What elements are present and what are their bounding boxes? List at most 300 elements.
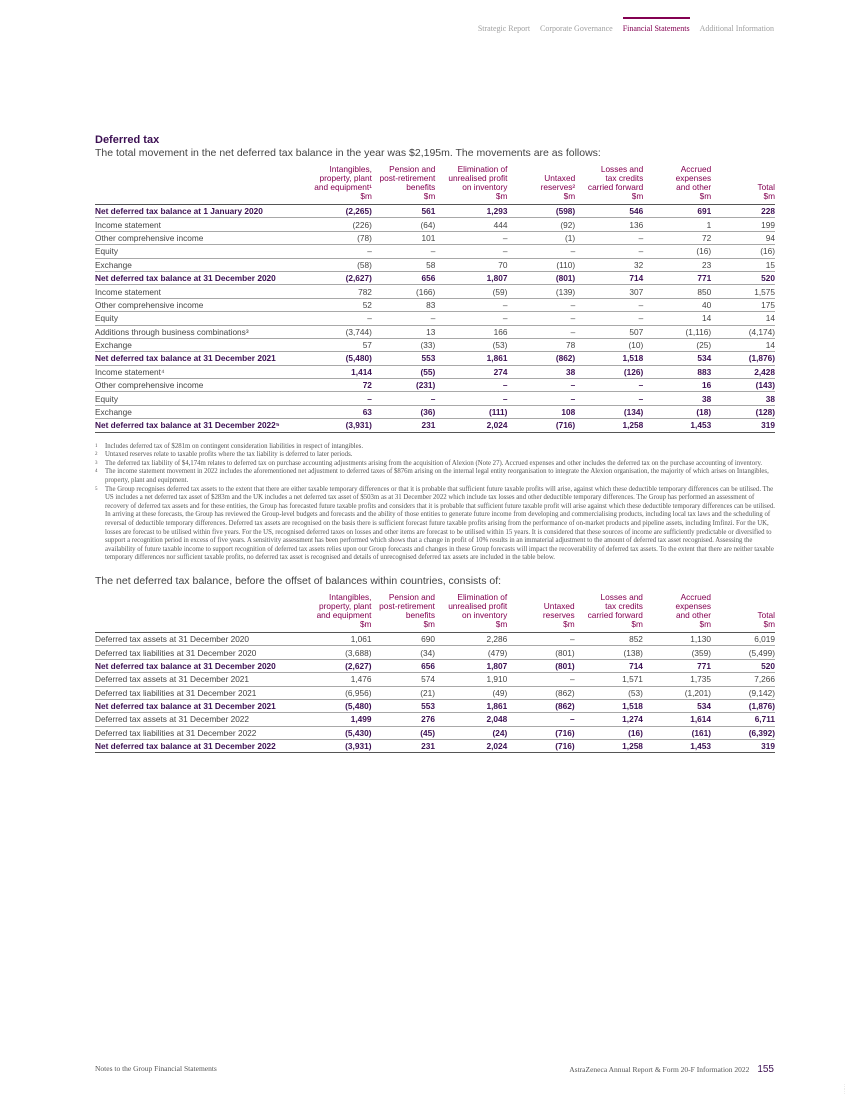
table-cell: (359) (643, 646, 711, 659)
table-cell: (134) (575, 405, 643, 418)
table-cell: 52 (297, 298, 372, 311)
table-cell: 83 (372, 298, 435, 311)
table-row (95, 673, 775, 686)
column-header (435, 165, 507, 205)
table-cell: – (435, 298, 507, 311)
table-cell: – (435, 392, 507, 405)
table-cell: (6,392) (711, 726, 775, 739)
deferred-tax-section (95, 134, 775, 753)
table-cell: (161) (643, 726, 711, 739)
column-header-line: on inventory (462, 609, 508, 620)
column-header-line: unrealised profit (448, 600, 508, 611)
table-cell: (716) (507, 740, 574, 753)
table-cell: (862) (507, 686, 574, 699)
table-cell: (59) (435, 285, 507, 298)
table-cell: (3,744) (297, 325, 372, 338)
table-cell: (111) (435, 405, 507, 418)
table-row (95, 740, 775, 753)
table-cell: 1,258 (575, 419, 643, 432)
table-cell: 14 (711, 312, 775, 325)
column-header-line: unrealised profit (448, 173, 508, 183)
column-header-line: property, plant (319, 600, 372, 611)
table-row (95, 405, 775, 418)
table-cell: (18) (643, 405, 711, 418)
footnote-number: 5 (95, 486, 98, 492)
column-header-line: carried forward (587, 609, 643, 620)
footnote-text: The income statement movement in 2022 includes the aforementioned net adjustment to deferred taxes of $876m arising on the internal legal entity reorganisation to integrate the Alexion organisation, the majority of which arises on Intangibles, property, plant and equipment. (105, 468, 769, 485)
table-cell: (34) (371, 646, 435, 659)
table-cell: 1,571 (575, 673, 643, 686)
table-row (95, 298, 775, 311)
table-cell: (4,174) (711, 325, 775, 338)
row-label: Income statement (95, 285, 297, 298)
column-header-line: $m (631, 191, 644, 201)
table-cell: – (575, 392, 643, 405)
row-label: Deferred tax assets at 31 December 2020 (95, 632, 296, 645)
column-header-line: $m (563, 618, 575, 629)
table-cell: 16 (643, 379, 711, 392)
table-cell: (1,876) (711, 699, 775, 712)
column-header-line: Intangibles, (329, 591, 372, 602)
table-cell: (716) (507, 726, 574, 739)
table-cell: 38 (643, 392, 711, 405)
row-label: Exchange (95, 405, 297, 418)
table-cell: (138) (575, 646, 643, 659)
table-cell: (5,430) (296, 726, 371, 739)
table-cell: – (435, 231, 507, 244)
table-cell: 444 (435, 218, 507, 231)
table-cell: (1) (507, 231, 575, 244)
table-cell: (53) (575, 686, 643, 699)
table-cell: 1,293 (435, 205, 507, 218)
footnote-number: 3 (95, 460, 98, 466)
table-cell: 1,910 (435, 673, 507, 686)
table-cell: – (507, 632, 574, 645)
table-cell: 6,711 (711, 713, 775, 726)
footer-report-title: AstraZeneca Annual Report & Form 20-F Information 2022 (569, 1065, 750, 1074)
table-cell: 561 (372, 205, 435, 218)
table-row (95, 632, 775, 645)
page-number: 155 (757, 1064, 774, 1075)
table-cell: 520 (711, 659, 775, 672)
table-cell: – (372, 392, 435, 405)
column-header-line: Losses and (600, 164, 644, 174)
footer-section-name: Notes to the Group Financial Statements (95, 1064, 217, 1073)
column-header-line: reserves² (540, 182, 576, 192)
table-cell: 38 (711, 392, 775, 405)
table-cell: 13 (372, 325, 435, 338)
table-header-row (95, 165, 775, 205)
column-header (643, 165, 711, 205)
table-cell: 1,061 (296, 632, 371, 645)
table-cell: (862) (507, 699, 574, 712)
row-label: Net deferred tax balance at 31 December 2022 (95, 740, 296, 753)
table-cell: 771 (643, 271, 711, 284)
column-header-line: Untaxed (544, 173, 576, 183)
table-cell: (801) (507, 646, 574, 659)
table-cell: (49) (435, 686, 507, 699)
table-cell: – (507, 379, 575, 392)
table-cell: 319 (711, 419, 775, 432)
footer-publication (569, 1064, 774, 1075)
table-cell: 1,807 (435, 271, 507, 284)
row-label: Exchange (95, 338, 297, 351)
table-cell: 38 (507, 365, 575, 378)
footnote (95, 486, 775, 563)
table-cell: (10) (575, 338, 643, 351)
table-row (95, 726, 775, 739)
table-cell: (226) (297, 218, 372, 231)
column-header-line: $m (423, 191, 436, 201)
footnote-number: 4 (95, 469, 98, 475)
row-label: Income statement (95, 218, 297, 231)
table-cell: 1,735 (643, 673, 711, 686)
column-header-line: Accrued (680, 164, 712, 174)
table-cell: – (435, 245, 507, 258)
table-cell: 2,024 (435, 740, 507, 753)
table-cell: 101 (372, 231, 435, 244)
footnotes (95, 443, 775, 563)
footnote (95, 460, 775, 469)
table-cell: 1,518 (575, 352, 643, 365)
table-cell: (166) (372, 285, 435, 298)
table-row (95, 352, 775, 365)
table-cell: 1,499 (296, 713, 371, 726)
column-header-line: $m (699, 191, 712, 201)
table-row (95, 699, 775, 712)
footnote-number: 1 (95, 443, 98, 449)
table-cell: (36) (372, 405, 435, 418)
table-cell: (139) (507, 285, 575, 298)
column-header (575, 593, 643, 633)
table-cell: (3,931) (296, 740, 371, 753)
table-cell: (64) (372, 218, 435, 231)
column-header-line: Elimination of (457, 591, 508, 602)
table-cell: 1,807 (435, 659, 507, 672)
row-label: Equity (95, 392, 297, 405)
row-label: Additions through business combinations³ (95, 325, 297, 338)
table-cell: 2,428 (711, 365, 775, 378)
table-cell: 7,266 (711, 673, 775, 686)
footnote-text: Includes deferred tax of $281m on contingent consideration liabilities in respect of intangibles. (105, 442, 364, 450)
table-cell: (2,265) (297, 205, 372, 218)
table-cell: 136 (575, 218, 643, 231)
column-header (507, 593, 574, 633)
column-header-line: $m (360, 191, 372, 201)
column-header-line: Total (757, 182, 775, 192)
column-header-line: and other (676, 182, 712, 192)
row-label: Net deferred tax balance at 1 January 2020 (95, 205, 297, 218)
table-row (95, 392, 775, 405)
table-cell: 1,861 (435, 352, 507, 365)
table-cell: 72 (643, 231, 711, 244)
table-cell: 534 (643, 352, 711, 365)
table-cell: (1,201) (643, 686, 711, 699)
column-header-line: $m (495, 191, 508, 201)
table-cell: – (507, 325, 575, 338)
nav-item-financial-statements[interactable]: Financial Statements (622, 24, 690, 33)
table-cell: (33) (372, 338, 435, 351)
table-row (95, 419, 775, 432)
row-label: Other comprehensive income (95, 298, 297, 311)
table-cell: – (575, 298, 643, 311)
table-row (95, 325, 775, 338)
table-cell: (598) (507, 205, 575, 218)
row-label: Other comprehensive income (95, 379, 297, 392)
row-label-header (95, 165, 297, 205)
column-header (296, 593, 371, 633)
table-cell: 276 (371, 713, 435, 726)
table-cell: 6,019 (711, 632, 775, 645)
column-header (711, 593, 775, 633)
column-header (372, 165, 435, 205)
column-header-line: $m (495, 618, 508, 629)
table-row (95, 205, 775, 218)
table-cell: 175 (711, 298, 775, 311)
column-header-line: and equipment¹ (314, 182, 372, 192)
table-cell: (6,956) (296, 686, 371, 699)
column-header-line: expenses (675, 600, 711, 611)
table-cell: (128) (711, 405, 775, 418)
table-cell: – (575, 245, 643, 258)
row-label: Deferred tax assets at 31 December 2021 (95, 673, 296, 686)
table-cell: – (575, 231, 643, 244)
row-label: Equity (95, 312, 297, 325)
page-marks: ⋮ ⋮ (842, 1084, 847, 1095)
table-cell: (801) (507, 659, 574, 672)
table-cell: 507 (575, 325, 643, 338)
table-cell: 714 (575, 659, 643, 672)
table-row (95, 646, 775, 659)
table-cell: 58 (372, 258, 435, 271)
table-cell: 690 (371, 632, 435, 645)
deferred-tax-balance-table (95, 593, 775, 754)
table-cell: 1,453 (643, 419, 711, 432)
table-cell: 14 (711, 338, 775, 351)
table-cell: 231 (371, 740, 435, 753)
table-cell: (16) (711, 245, 775, 258)
column-header (575, 165, 643, 205)
table-row (95, 686, 775, 699)
column-header-line: post-retirement (379, 600, 435, 611)
table-row (95, 659, 775, 672)
table-cell: – (507, 392, 575, 405)
table-cell: 78 (507, 338, 575, 351)
table-cell: 852 (575, 632, 643, 645)
column-header-line: Pension and (389, 164, 436, 174)
table-cell: 94 (711, 231, 775, 244)
table-cell: 883 (643, 365, 711, 378)
table-cell: 70 (435, 258, 507, 271)
column-header-line: Accrued (680, 591, 711, 602)
table-cell: 63 (297, 405, 372, 418)
table-cell: (3,931) (297, 419, 372, 432)
row-label: Other comprehensive income (95, 231, 297, 244)
table-cell: – (507, 298, 575, 311)
table-cell: 782 (297, 285, 372, 298)
table-cell: (231) (372, 379, 435, 392)
row-label: Net deferred tax balance at 31 December 2021 (95, 352, 297, 365)
table-cell: 1,414 (297, 365, 372, 378)
table-cell: – (297, 312, 372, 325)
column-header (507, 165, 575, 205)
table-cell: (126) (575, 365, 643, 378)
column-header-line: post-retirement (379, 173, 436, 183)
table-cell: 108 (507, 405, 575, 418)
column-header-line: and other (675, 609, 711, 620)
footnote-text: Untaxed reserves relate to taxable profits where the tax liability is deferred to later periods. (105, 451, 353, 459)
table-cell: 319 (711, 740, 775, 753)
table-cell: (801) (507, 271, 575, 284)
table-row (95, 338, 775, 351)
table-cell: 2,286 (435, 632, 507, 645)
column-header-line: benefits (406, 182, 436, 192)
table-cell: (16) (643, 245, 711, 258)
table-cell: 166 (435, 325, 507, 338)
nav-item-strategic-report[interactable]: Strategic Report (477, 24, 531, 33)
table-cell: (479) (435, 646, 507, 659)
column-header-line: Losses and (600, 591, 643, 602)
table-cell: (92) (507, 218, 575, 231)
table-cell: 553 (371, 699, 435, 712)
table-row (95, 258, 775, 271)
row-label-header (95, 593, 296, 633)
deferred-tax-movements-table (95, 165, 775, 433)
table-cell: 520 (711, 271, 775, 284)
table-cell: (110) (507, 258, 575, 271)
table-cell: 72 (297, 379, 372, 392)
table-row (95, 379, 775, 392)
table-cell: 1 (643, 218, 711, 231)
section-title: Deferred tax (95, 134, 160, 146)
column-header (643, 593, 711, 633)
column-header-line: $m (631, 618, 643, 629)
table-cell: – (435, 312, 507, 325)
table-cell: (21) (371, 686, 435, 699)
table-cell: 553 (372, 352, 435, 365)
column-header-line: benefits (405, 609, 435, 620)
column-header-line: $m (763, 618, 775, 629)
table-cell: (25) (643, 338, 711, 351)
footnote (95, 451, 775, 460)
column-header-line: $m (699, 618, 711, 629)
table-cell: – (507, 312, 575, 325)
table-cell: – (435, 379, 507, 392)
table-cell: (5,499) (711, 646, 775, 659)
table-cell: 199 (711, 218, 775, 231)
column-header-line: Untaxed (543, 600, 575, 611)
table-cell: 307 (575, 285, 643, 298)
column-header-line: carried forward (587, 182, 644, 192)
table-cell: 1,258 (575, 740, 643, 753)
row-label: Net deferred tax balance at 31 December 2020 (95, 271, 297, 284)
table-cell: (9,142) (711, 686, 775, 699)
table-cell: 1,130 (643, 632, 711, 645)
table-cell: (45) (371, 726, 435, 739)
column-header-line: $m (423, 618, 435, 629)
column-header (435, 593, 507, 633)
table-cell: 2,024 (435, 419, 507, 432)
column-header-line: property, plant (319, 173, 372, 183)
table-cell: 656 (372, 271, 435, 284)
table-cell: 1,575 (711, 285, 775, 298)
table-header-row (95, 593, 775, 633)
table-cell: (16) (575, 726, 643, 739)
table-cell: – (507, 713, 574, 726)
table-cell: 1,518 (575, 699, 643, 712)
table-cell: (1,876) (711, 352, 775, 365)
footnote (95, 468, 775, 485)
table-cell: – (575, 312, 643, 325)
table-row (95, 218, 775, 231)
table-cell: 231 (372, 419, 435, 432)
row-label: Exchange (95, 258, 297, 271)
table-cell: 1,614 (643, 713, 711, 726)
table-cell: 23 (643, 258, 711, 271)
top-navigation (468, 24, 774, 33)
table-cell: 1,274 (575, 713, 643, 726)
column-header-line: Intangibles, (329, 164, 372, 174)
table-row (95, 365, 775, 378)
table-cell: (5,480) (297, 352, 372, 365)
table-cell: (78) (297, 231, 372, 244)
row-label: Deferred tax liabilities at 31 December 2021 (95, 686, 296, 699)
table-cell: 40 (643, 298, 711, 311)
table-cell: – (372, 312, 435, 325)
nav-item-additional-information[interactable]: Additional Information (699, 24, 774, 33)
table-cell: – (372, 245, 435, 258)
table-cell: 15 (711, 258, 775, 271)
table-cell: 14 (643, 312, 711, 325)
column-header-line: $m (763, 191, 775, 201)
row-label: Deferred tax assets at 31 December 2022 (95, 713, 296, 726)
table-row (95, 231, 775, 244)
table-cell: 1,861 (435, 699, 507, 712)
table-cell: 691 (643, 205, 711, 218)
table-cell: (716) (507, 419, 575, 432)
table-cell: 1,476 (296, 673, 371, 686)
table-cell: (53) (435, 338, 507, 351)
table-cell: 2,048 (435, 713, 507, 726)
footnote-text: The Group recognises deferred tax assets to the extent that there are either taxable temporary differences or that it is probable that sufficient future taxable profits will arise, against which these deductible temporary differences can be utilised. The US includes a net deferred tax asset of $283m and the UK includes a net deferred tax asset of $503m as at 31 December 2022 which include tax losses and other deductible temporary differences. The Group has performed an assessment of recovery of deferred tax assets and for these entities, the Group has forecasted future taxable profits and considers that it is probable that sufficient future taxable profit will arise against which these deductible temporary differences can be utilised. In arriving at these forecasts, the Group has reviewed the Group-level budgets and forecasts and the ability of those entities to generate future income from developing and commercialising products, including local tax laws and the scheduling of reversal of deductible temporary differences. Deferred tax assets are recognised on the basis there is sufficient forecast future taxable profits arising from the performance of on-market products and pipeline assets, including Imfinzi. For the UK, losses are forecast to be utilised within five years. For the US, recognised deferred taxes on losses and other items are forecast to be utilised within 15 years. It is considered that these sources of income are sufficiently predictable or diversified to support a recognition period in excess of five years. A sensitivity assessment has been performed which shows that a change in profit of 10% results in an immaterial adjustment to the amount of deferred tax asset recognised. Assessing the availability of future taxable income to support recognition of deferred tax assets relies upon our Group forecasts and changes in these Group forecasts will impact the recoverability of deferred tax assets. To the extent that there are neither taxable temporary differences nor sufficient taxable profits, no deferred tax asset is recognised and details of unrecognised deferred tax assets are included in the table below. (105, 485, 775, 562)
column-header (371, 593, 435, 633)
table-row (95, 713, 775, 726)
table-cell: 771 (643, 659, 711, 672)
column-header-line: reserves (542, 609, 575, 620)
column-header-line: Elimination of (457, 164, 508, 174)
footnote-number: 2 (95, 452, 98, 458)
table-cell: (2,627) (296, 659, 371, 672)
table-cell: (862) (507, 352, 575, 365)
row-label: Net deferred tax balance at 31 December 2020 (95, 659, 296, 672)
table-cell: – (297, 245, 372, 258)
table-cell: 574 (371, 673, 435, 686)
column-header-line: expenses (675, 173, 712, 183)
table-cell: (24) (435, 726, 507, 739)
column-header (711, 165, 775, 205)
nav-item-corporate-governance[interactable]: Corporate Governance (540, 24, 613, 33)
table-row (95, 245, 775, 258)
table-row (95, 271, 775, 284)
column-header-line: tax credits (605, 173, 644, 183)
table-cell: (5,480) (296, 699, 371, 712)
table-row (95, 312, 775, 325)
table-cell: – (507, 673, 574, 686)
table-cell: 228 (711, 205, 775, 218)
table-cell: 1,453 (643, 740, 711, 753)
table-cell: 274 (435, 365, 507, 378)
row-label: Equity (95, 245, 297, 258)
